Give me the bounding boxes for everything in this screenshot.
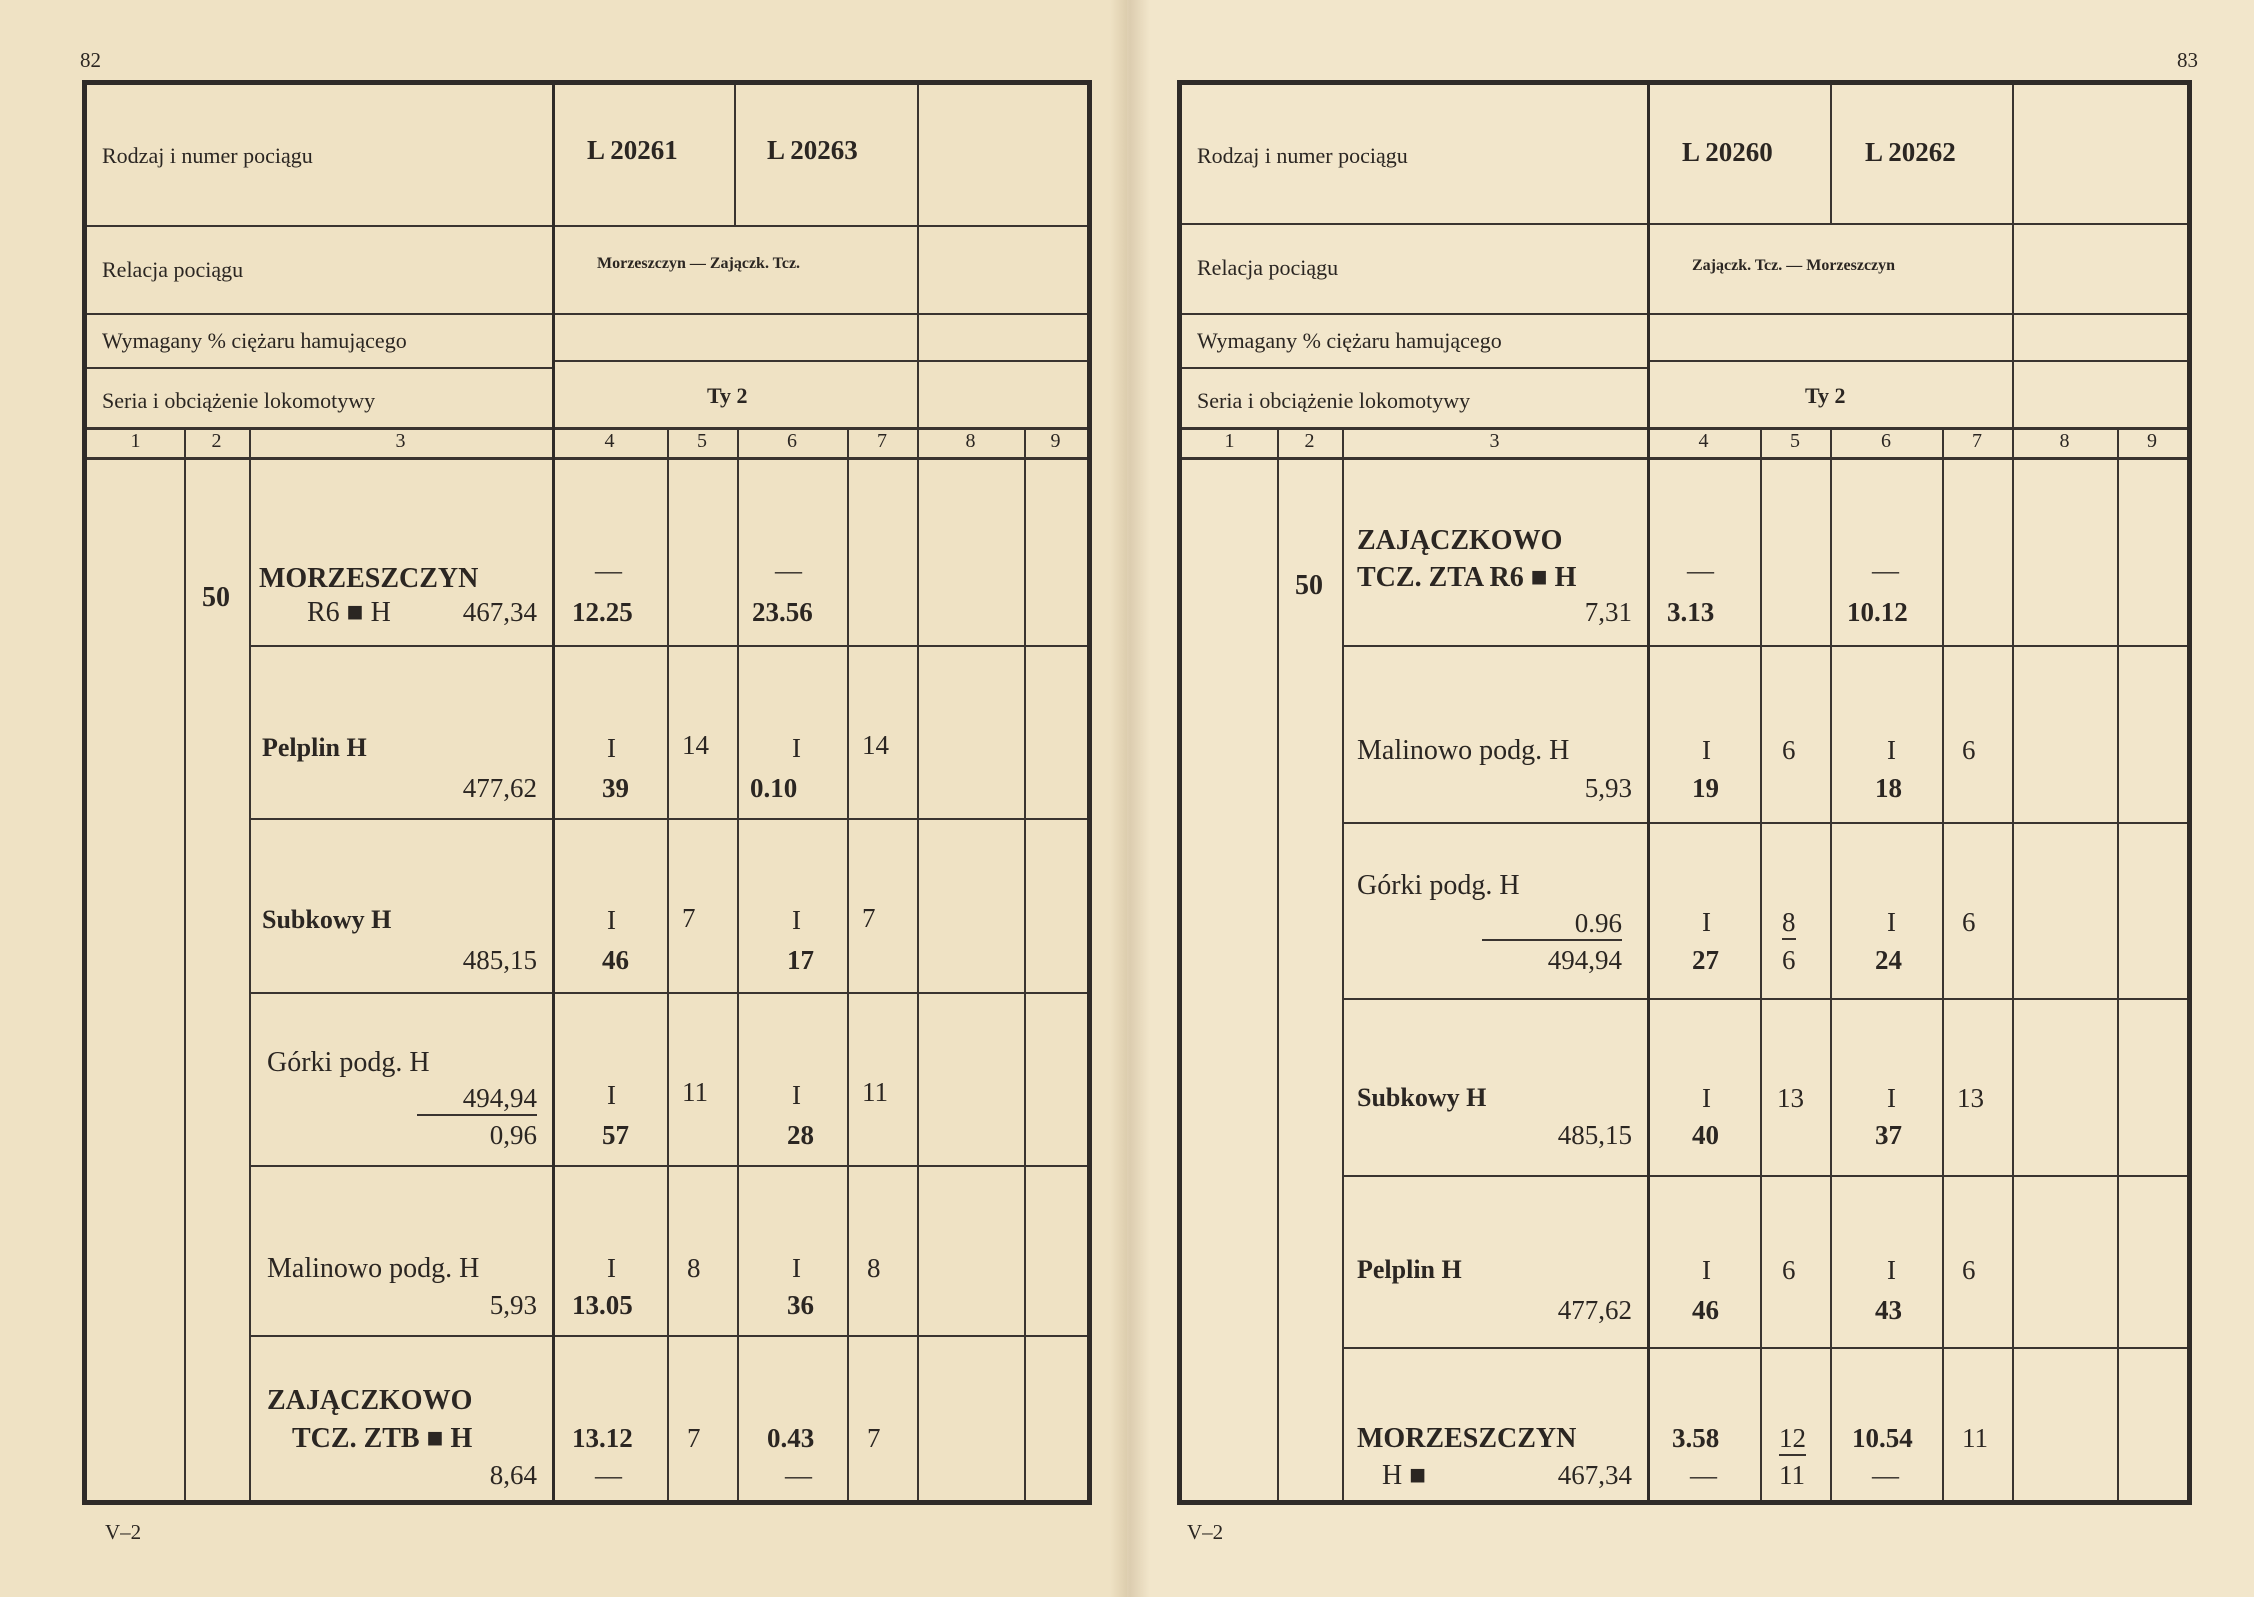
brake-label: Wymagany % ciężaru hamującego: [102, 328, 407, 353]
station-km: 7,31: [1584, 597, 1632, 627]
time-marker: I: [607, 1080, 616, 1110]
time-value: 13.12: [572, 1423, 633, 1453]
col-number: 4: [604, 430, 615, 452]
book-gutter: [1110, 0, 1150, 1597]
time-value: 40: [1692, 1120, 1719, 1150]
station-name: Pelplin H: [262, 733, 367, 762]
dwell-value: 14: [682, 730, 709, 760]
col-number: 6: [787, 430, 797, 452]
time-value: 3.58: [1672, 1423, 1720, 1453]
col-number: 3: [1489, 430, 1500, 452]
dwell-value: 6: [1962, 907, 1976, 937]
train-number-1: L 20261: [587, 135, 678, 165]
col-number: 8: [2059, 430, 2070, 452]
station-name: Malinowo podg. H: [267, 1253, 480, 1284]
page-number: 83: [2177, 48, 2198, 72]
time-marker: —: [1872, 1460, 1899, 1490]
dwell-value: 11: [1779, 1460, 1805, 1490]
time-value: 46: [602, 945, 629, 975]
dwell-value: 13: [1957, 1083, 1984, 1113]
station-name: Subkowy H: [262, 905, 392, 934]
time-marker: —: [775, 555, 802, 585]
col-number: 4: [1698, 430, 1709, 452]
time-value: 10.54: [1852, 1423, 1913, 1453]
col-number: 7: [1972, 430, 1982, 452]
relation-label: Relacja pociągu: [1197, 255, 1339, 280]
dwell-value: 7: [687, 1423, 701, 1453]
time-marker: —: [595, 1460, 622, 1490]
time-marker: I: [792, 733, 801, 763]
time-value: 0.10: [750, 773, 798, 803]
time-value: 24: [1875, 945, 1902, 975]
train-type-label: Rodzaj i numer pociągu: [1197, 143, 1408, 168]
dwell-value: 8: [687, 1253, 701, 1283]
time-marker: I: [1887, 735, 1896, 765]
station-name: ZAJĄCZKOWO: [267, 1385, 473, 1416]
loco-value: Ty 2: [707, 383, 748, 408]
col2-value: 50: [1295, 570, 1323, 601]
time-value: 28: [787, 1120, 814, 1150]
col-number: 1: [130, 430, 141, 452]
col-number: 1: [1224, 430, 1235, 452]
time-marker: —: [595, 555, 622, 585]
time-value: 12.25: [572, 597, 633, 627]
station-km-2: 494,94: [1547, 945, 1622, 975]
dwell-value: 6: [1782, 735, 1796, 765]
time-marker: I: [1702, 1083, 1711, 1113]
col-number: 7: [877, 430, 887, 452]
train-number-1: L 20260: [1682, 137, 1773, 167]
time-marker: I: [1702, 907, 1711, 937]
time-marker: —: [1690, 1460, 1717, 1490]
time-value: 18: [1875, 773, 1902, 803]
station-km: 485,15: [462, 945, 537, 975]
dwell-value: 11: [1962, 1423, 1988, 1453]
col-number: 5: [1790, 430, 1800, 452]
relation-value: Zajączk. Tcz. — Morzeszczyn: [1692, 257, 1896, 274]
station-km: 477,62: [1557, 1295, 1632, 1325]
station-name: Subkowy H: [1357, 1083, 1487, 1112]
col-number: 3: [395, 430, 406, 452]
dwell-value: 11: [682, 1077, 708, 1107]
time-marker: I: [1887, 1083, 1896, 1113]
station-km: 467,34: [462, 597, 537, 627]
loco-value: Ty 2: [1805, 383, 1846, 408]
time-value: 13.05: [572, 1290, 633, 1320]
loco-label: Seria i obciążenie lokomotywy: [102, 388, 376, 413]
time-marker: I: [1702, 735, 1711, 765]
dwell-value: 11: [862, 1077, 888, 1107]
time-value: 19: [1692, 773, 1719, 803]
station-name: MORZESZCZYN: [1357, 1423, 1577, 1454]
time-value: 57: [602, 1120, 629, 1150]
time-marker: I: [792, 1253, 801, 1283]
col-number: 2: [211, 430, 222, 452]
time-value: 46: [1692, 1295, 1719, 1325]
page-footer: V–2: [1187, 1520, 1224, 1544]
station-suffix: R6 ■ H: [307, 597, 391, 628]
station-name: Malinowo podg. H: [1357, 735, 1570, 766]
time-value: 27: [1692, 945, 1719, 975]
station-name: ZAJĄCZKOWO: [1357, 525, 1563, 556]
time-marker: I: [607, 905, 616, 935]
page-number: 82: [80, 48, 101, 72]
station-name: MORZESZCZYN: [259, 563, 479, 594]
dwell-value: 6: [1782, 1255, 1796, 1285]
station-km: 0.96: [1482, 908, 1622, 941]
dwell-value: 7: [867, 1423, 881, 1453]
col2-value: 50: [202, 582, 230, 613]
station-name: Pelplin H: [1357, 1255, 1462, 1284]
col-number: 8: [965, 430, 976, 452]
train-type-label: Rodzaj i numer pociągu: [102, 143, 313, 168]
station-km: 467,34: [1557, 1460, 1632, 1490]
right-page: [1127, 0, 2254, 1597]
dwell-value: 8: [867, 1253, 881, 1283]
dwell-value: 6: [1962, 1255, 1976, 1285]
time-value: 0.43: [767, 1423, 815, 1453]
time-value: 37: [1875, 1120, 1902, 1150]
page-footer: V–2: [105, 1520, 142, 1544]
dwell-value: 6: [1782, 945, 1796, 975]
dwell-value: 7: [682, 903, 696, 933]
time-marker: I: [1702, 1255, 1711, 1285]
dwell-value-top: 12: [1779, 1423, 1806, 1456]
station-km: 8,64: [489, 1460, 537, 1490]
train-number-2: L 20262: [1865, 137, 1956, 167]
station-km: 477,62: [462, 773, 537, 803]
time-value: 39: [602, 773, 629, 803]
time-value: 36: [787, 1290, 814, 1320]
time-marker: —: [1872, 555, 1899, 585]
train-number-2: L 20263: [767, 135, 858, 165]
station-suffix: TCZ. ZTA R6 ■ H: [1357, 562, 1577, 593]
dwell-value: 6: [1962, 735, 1976, 765]
loco-label: Seria i obciążenie lokomotywy: [1197, 388, 1471, 413]
station-km: 5,93: [1584, 773, 1632, 803]
col-number: 6: [1881, 430, 1891, 452]
time-marker: I: [1887, 1255, 1896, 1285]
timetable-right: [1177, 80, 2192, 1505]
station-km: 485,15: [1557, 1120, 1632, 1150]
time-marker: I: [607, 733, 616, 763]
time-marker: I: [607, 1253, 616, 1283]
relation-value: Morzeszczyn — Zajączk. Tcz.: [597, 255, 801, 272]
time-value: 3.13: [1667, 597, 1715, 627]
station-km-2: 0,96: [489, 1120, 537, 1150]
time-marker: I: [792, 1080, 801, 1110]
col-number: 5: [697, 430, 707, 452]
time-value: 10.12: [1847, 597, 1908, 627]
dwell-value: 7: [862, 903, 876, 933]
time-value: 43: [1875, 1295, 1902, 1325]
dwell-value: 14: [862, 730, 889, 760]
col-number: 9: [1050, 430, 1061, 452]
station-name: Górki podg. H: [267, 1047, 430, 1078]
col-number: 2: [1304, 430, 1315, 452]
dwell-value-top: 8: [1782, 907, 1796, 940]
time-marker: —: [785, 1460, 812, 1490]
time-marker: —: [1687, 555, 1714, 585]
station-km: 5,93: [489, 1290, 537, 1320]
dwell-value: 13: [1777, 1083, 1804, 1113]
time-marker: I: [1887, 907, 1896, 937]
station-name: Górki podg. H: [1357, 870, 1520, 901]
time-value: 17: [787, 945, 814, 975]
brake-label: Wymagany % ciężaru hamującego: [1197, 328, 1502, 353]
col-number: 9: [2147, 430, 2157, 452]
time-value: 23.56: [752, 597, 813, 627]
time-marker: I: [792, 905, 801, 935]
timetable-left: [82, 80, 1092, 1505]
station-suffix: TCZ. ZTB ■ H: [292, 1423, 473, 1454]
station-km: 494,94: [417, 1083, 537, 1116]
relation-label: Relacja pociągu: [102, 257, 244, 282]
station-suffix: H ■: [1382, 1460, 1427, 1491]
